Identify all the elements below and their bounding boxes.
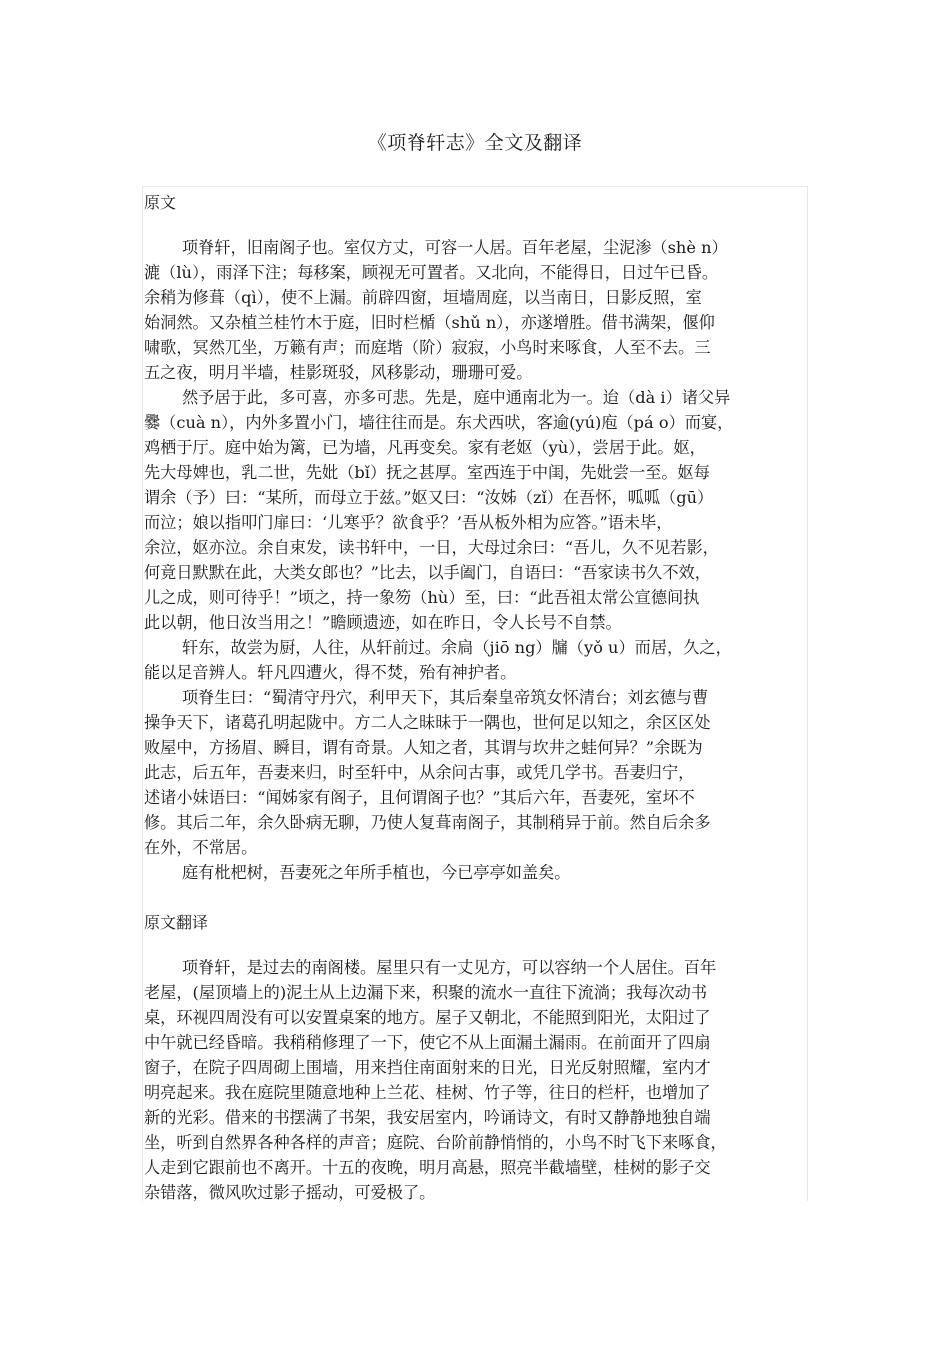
original-line: 能以足音辨人。轩凡四遭火，得不焚，殆有神护者。 [144, 663, 517, 682]
original-line: 鸡栖于厅。庭中始为篱，已为墙，凡再变矣。家有老妪（yù），尝居于此。妪， [144, 438, 706, 457]
original-line: 余泣，妪亦泣。余自束发，读书轩中，一日，大母过余曰：“吾儿，久不见若影， [144, 538, 719, 557]
original-line: 项脊轩，旧南阁子也。室仅方丈，可容一人居。百年老屋，尘泥渗（shè n） [182, 238, 728, 257]
original-line: 儿之成，则可待乎！”顷之，持一象笏（hù）至，曰：“此吾祖太常公宣德间执 [144, 588, 700, 607]
translation-line: 明亮起来。我在庭院里随意地种上兰花、桂树、竹子等，往日的栏杆，也增加了 [144, 1083, 711, 1102]
original-line: 此以朝，他日汝当用之！”瞻顾遗迹，如在昨日，令人长号不自禁。 [144, 613, 622, 632]
original-line: 轩东，故尝为厨，人往，从轩前过。余扃（jiō ng）牖（yǒ u）而居，久之， [182, 638, 732, 657]
original-line: 余稍为修葺（qì），使不上漏。前辟四窗，垣墙周庭，以当南日，日影反照，室 [144, 288, 702, 307]
original-line: 操争天下，诸葛孔明起陇中。方二人之昧昧于一隅也，世何足以知之，余区区处 [144, 713, 711, 732]
translation-line: 杂错落，微风吹过影子摇动，可爱极了。 [144, 1183, 436, 1202]
original-line: 在外，不常居。 [144, 838, 258, 857]
document-title: 《项脊轩志》全文及翻译 [367, 132, 583, 154]
translation-line: 中午就已经昏暗。我稍稍修理了一下，使它不从上面漏土漏雨。在前面开了四扇 [144, 1033, 711, 1052]
original-line: 何竟日默默在此，大类女郎也？”比去，以手阖门，自语曰：“吾家读书久不效， [144, 563, 711, 582]
translation-line: 新的光彩。借来的书摆满了书架，我安居室内，吟诵诗文，有时又静静地独自端 [144, 1108, 711, 1127]
translation-line: 窗子，在院子四周砌上围墙，用来挡住南面射来的日光，日光反射照耀，室内才 [144, 1058, 711, 1077]
translation-line: 坐，听到自然界各种各样的声音；庭院、台阶前静悄悄的，小鸟不时飞下来啄食， [144, 1133, 727, 1152]
original-line: 庭有枇杷树，吾妻死之年所手植也，今已亭亭如盖矣。 [182, 863, 571, 882]
original-line: 五之夜，明月半墙，桂影斑驳，风移影动，珊珊可爱。 [144, 363, 533, 382]
translation-line: 老屋，(屋顶墙上的)泥土从上边漏下来，积聚的流水一直往下流淌；我每次动书 [144, 983, 708, 1002]
translation-line: 项脊轩，是过去的南阁楼。屋里只有一丈见方，可以容纳一个人居住。百年 [182, 958, 717, 977]
original-line: 爨（cuà n），内外多置小门，墙往往而是。东犬西吠，客逾(yú)庖（pá o）而宴， [144, 413, 734, 432]
original-line: 而泣；娘以指叩门扉曰：‘儿寒乎？欲食乎？’吾从板外相为应答。”语未毕， [144, 513, 673, 532]
original-line: 修。其后二年，余久卧病无聊，乃使人复葺南阁子，其制稍异于前。然自后余多 [144, 813, 711, 832]
original-line: 漉（lù），雨泽下注；每移案，顾视无可置者。又北向，不能得日，日过午已昏。 [144, 263, 719, 282]
original-line: 述诸小妹语曰：“闻姊家有阁子，且何谓阁子也？”其后六年，吾妻死，室坏不 [144, 788, 695, 807]
original-line: 啸歌，冥然兀坐，万籁有声；而庭堦（阶）寂寂，小鸟时来啄食，人至不去。三 [144, 338, 711, 357]
original-line: 始洞然。又杂植兰桂竹木于庭，旧时栏楯（shǔ n），亦遂增胜。借书满架，偃仰 [144, 313, 715, 332]
original-line: 项脊生曰：“蜀清守丹穴，利甲天下，其后秦皇帝筑女怀清台；刘玄德与曹 [182, 688, 709, 707]
translation-line: 桌，环视四周没有可以安置桌案的地方。屋子又朝北，不能照到阳光，太阳过了 [144, 1008, 711, 1027]
original-line: 先大母婢也，乳二世，先妣（bǐ）抚之甚厚。室西连于中闺，先妣尝一至。妪每 [144, 463, 710, 482]
translation-line: 人走到它跟前也不离开。十五的夜晚，明月高悬，照亮半截墙壁，桂树的影子交 [144, 1158, 711, 1177]
original-heading: 原文 [144, 193, 177, 212]
original-line: 败屋中，方扬眉、瞬目，谓有奇景。人知之者，其谓与坎井之蛙何异？”余既为 [144, 738, 703, 757]
original-line: 然予居于此，多可喜，亦多可悲。先是，庭中通南北为一。迨（dà i）诸父异 [182, 388, 731, 407]
original-line: 此志，后五年，吾妻来归，时至轩中，从余问古事，或凭几学书。吾妻归宁， [144, 763, 695, 782]
translation-heading: 原文翻译 [144, 913, 209, 932]
original-line: 谓余（予）曰：“某所，而母立于兹。”妪又曰：“汝姊（zǐ）在吾怀，呱呱（gū） [144, 488, 714, 507]
